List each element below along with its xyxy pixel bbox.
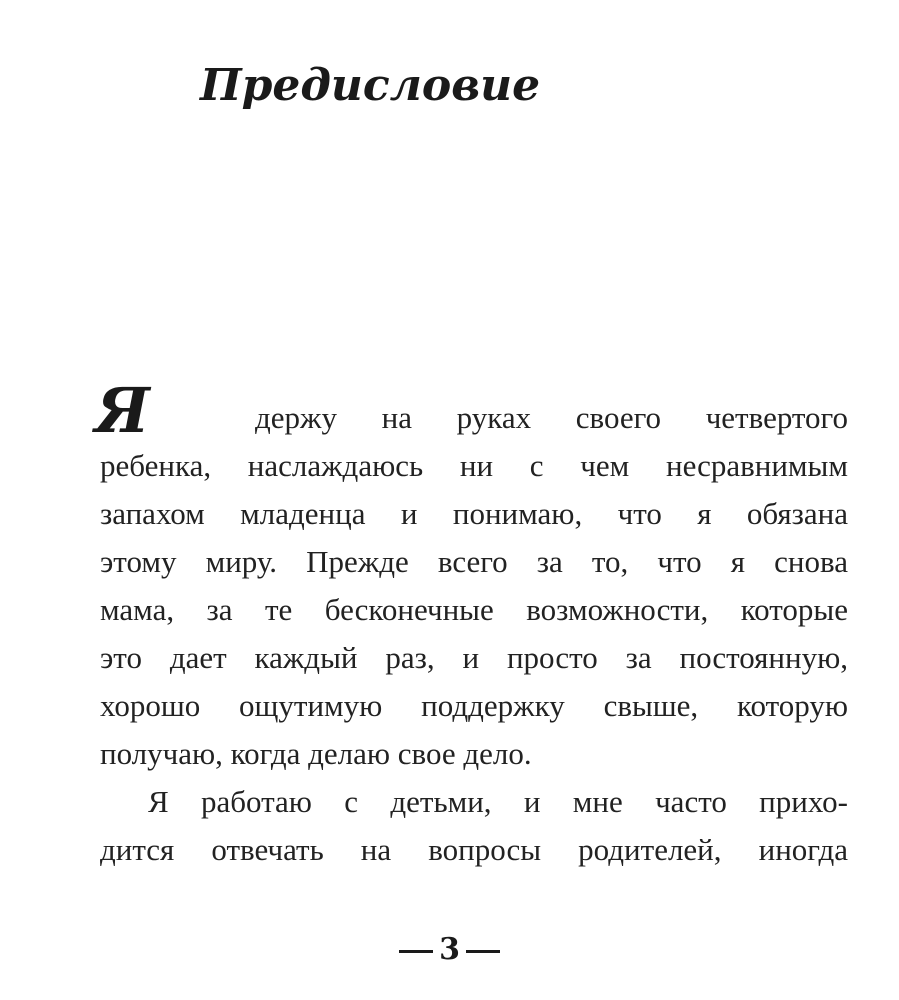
page-footer — [0, 932, 899, 967]
footer-dash-right — [466, 950, 500, 953]
paragraph-line: получаю, когда делаю свое дело. — [100, 736, 532, 771]
page-number: 3 — [439, 932, 460, 967]
footer-dash-left — [399, 950, 433, 953]
paragraph-line: запахом младенца и понимаю, что я обязана — [100, 496, 848, 531]
chapter-title: Предисловие — [200, 60, 541, 111]
drop-cap-letter: Я — [95, 374, 150, 447]
paragraph-line: это дает каждый раз, и просто за постоянную, — [100, 640, 848, 675]
paragraph-line: ребенка, наслаждаюсь ни с чем несравнимым — [100, 448, 848, 483]
paragraph-line: Я работаю с детьми, и мне часто прихо- — [148, 784, 848, 819]
paragraph-line: хорошо ощутимую поддержку свыше, которую — [100, 688, 848, 723]
paragraph-line: держу на руках своего четвертого — [255, 400, 848, 435]
paragraph-2 — [100, 778, 848, 874]
paragraph-line: мама, за те бесконечные возможности, которые — [100, 592, 848, 627]
paragraph-line: этому миру. Прежде всего за то, что я снова — [100, 544, 848, 579]
paragraph-1 — [100, 394, 848, 778]
paragraph-line: дится отвечать на вопросы родителей, иногда — [100, 832, 848, 867]
